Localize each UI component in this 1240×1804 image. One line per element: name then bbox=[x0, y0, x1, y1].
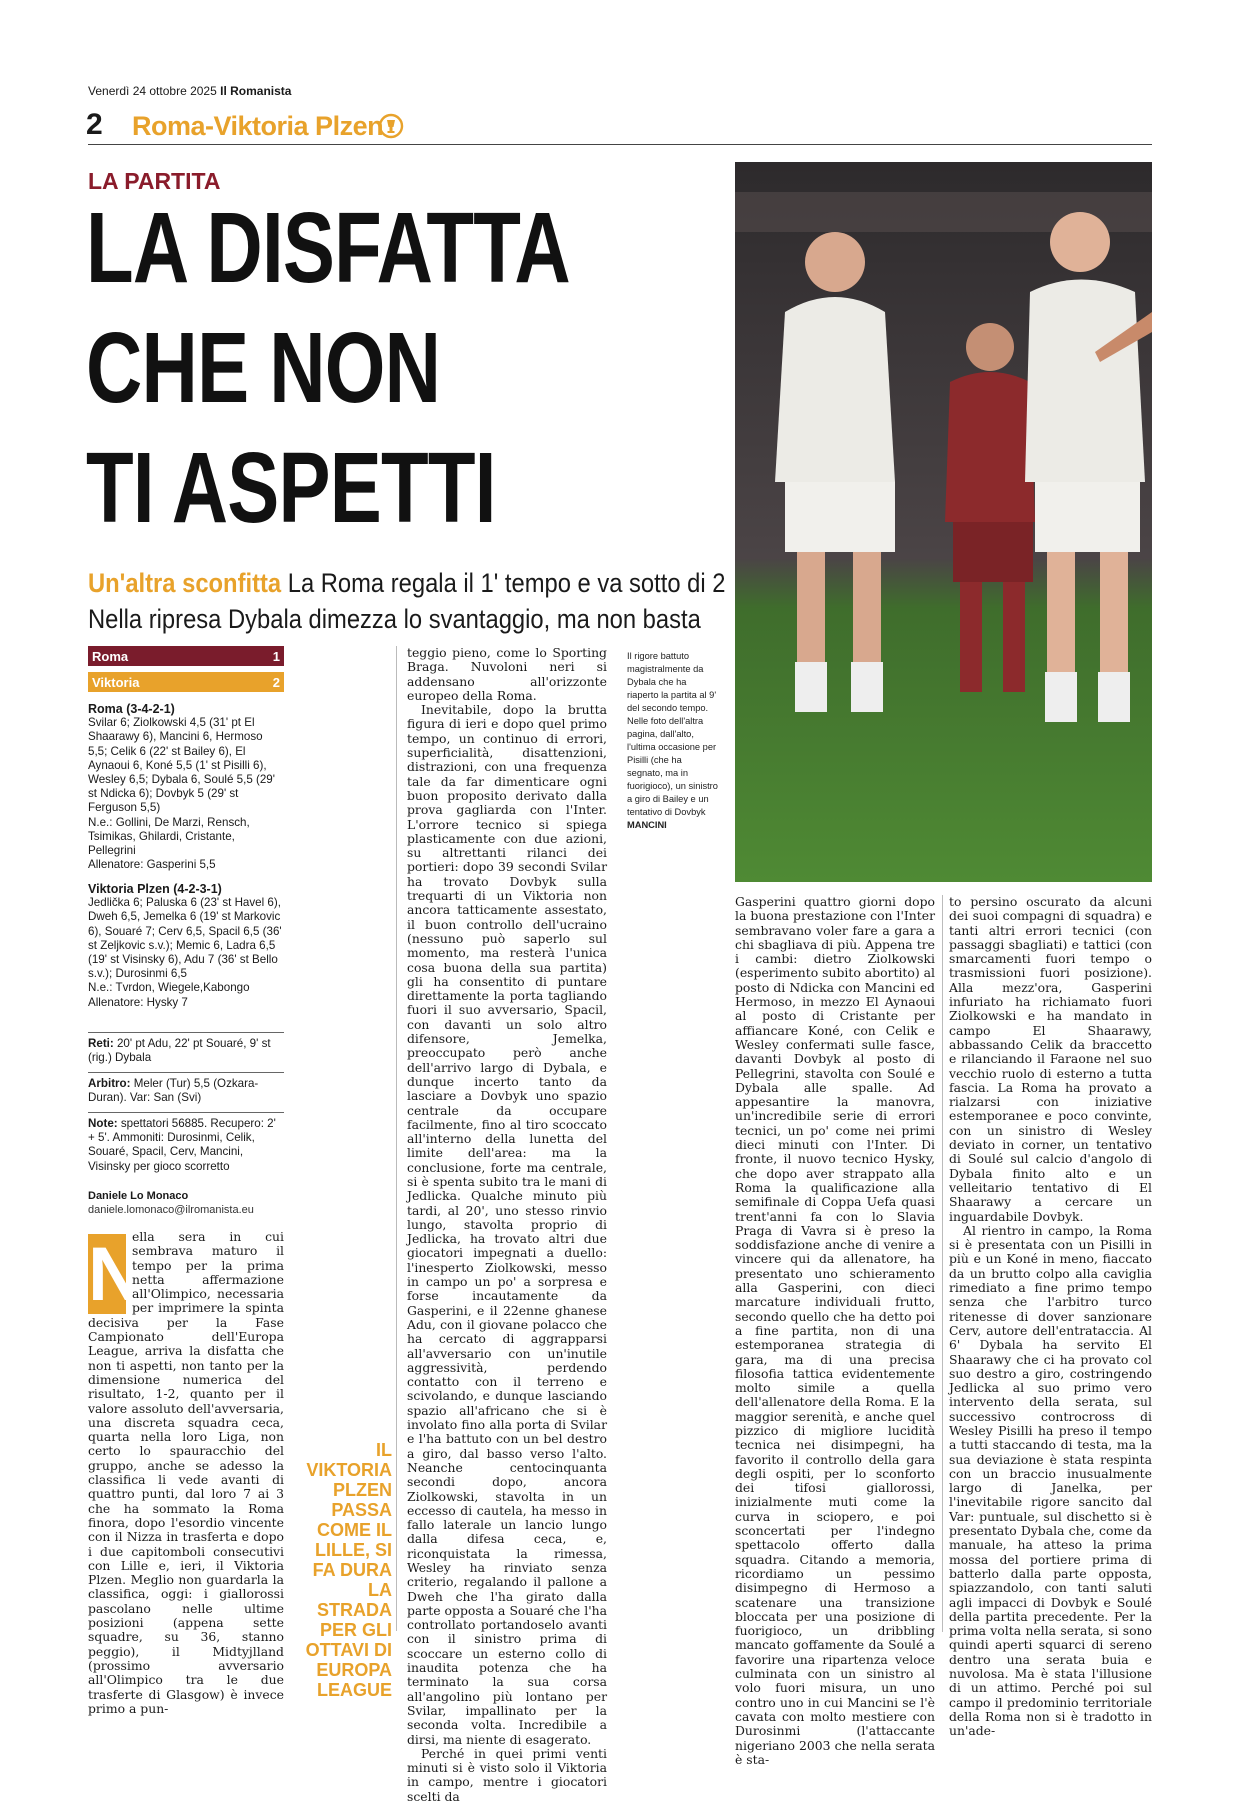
article-paragraph: Inevitabile, dopo la brutta figura di ieri e dopo quel primo tempo, un continuo di errori, superficialità, disattenzioni, distrazioni, con una frequenza tale da far dimenticare ogni buon proposito derivato dalla prova gagliarda con l'Inter. L'orrore tecnico si spiega plasticamente con due azioni, su altrettanti rilanci dei portieri: dopo 39 secondi Svilar ha trovato Dovbyk sulla trequarti di un Viktoria non ancora tatticamente assestato, il buon controllo dell'ucraino (nessuno può saperlo sul momento, ma resterà l'unica cosa buona della sua partita) gli ha consentito di puntare direttamente la porta tagliando fuori il suo avversario, Spacil, con davanti un solo altro difensore, Jemelka, preoccupato però anche dell'arrivo largo di Dybala, e dunque incerto tanto da lasciare a Dovbyk uno spazio centrale da occupare facilmente, fino al tiro scoccato all'interno della lunetta del limite dell'area: ma la conclusione, forte ma centrale, si è spenta subito tra le mani di Jedlicka. Qualche minuto più tardi, al 20', uno stesso rinvio lungo, stavolta proprio di Jedlicka, ha trovato altri due giocatori impegnati a duello: l'inesperto Ziolkowski, messo in campo un po' a sorpresa e forse incautamente da Gasperini, e il 22enne ghanese Adu, con il giovane polacco che ha cercato di aggrapparsi all'avversario con un'inutile aggressività, perdendo contatto con il terreno e scivolando, e dunque lasciando spazio all'africano che si è involato fino alla porta di Svilar e l'ha battuto con un bel destro a giro, dal basso verso l'alto. Neanche centocinquanta secondi dopo, ancora Ziolkowski, stavolta in un eccesso di cautela, ha messo in fallo laterale un lancio lungo dalla difesa ceca, e, riconquistata la rimessa, Wesley ha rinviato senza criterio, regalando il pallone a Dweh che l'ha girato dalla parte opposta a Souaré che l'ha controllato portandoselo avanti con il sinistro prima di scoccare un esterno collo di inaudita potenza che ha terminato la sua corsa all'angolino più lontano per Svilar, impallinato per la seconda volta. Incredibile a dirsi, ma niente di esagerato. bbox=[407, 702, 607, 1747]
europa-league-trophy-icon bbox=[378, 113, 404, 139]
separator bbox=[88, 1072, 284, 1073]
notes-info bbox=[88, 1117, 284, 1174]
photo-credit: MANCINI bbox=[627, 820, 667, 830]
dateline bbox=[88, 84, 291, 98]
article-column-1 bbox=[88, 1229, 284, 1716]
goals-info bbox=[88, 1037, 284, 1065]
notes-label: Note: bbox=[88, 1117, 118, 1130]
subheadline-line-1-text: La Roma regala il 1' tempo e va sotto di 2 bbox=[281, 568, 726, 598]
article-paragraph: Gasperini quattro giorni dopo la buona prestazione con l'Inter sembravano voler fare a gara a chi sbagliava di più. Appena tre i cambi: dietro Ziolkowski (esperimento subito abortito) al posto di Ndicka con Mancini ed Hermoso, in mezzo El Aynaoui al posto di Cristante per affiancare Koné, con Celik e Wesley confermati sulle fasce, davanti Dovbyk al posto di Pellegrini, stavolta con Soulé e Dybala alle spalle. Ad appesantire la manovra, un'incredibile serie di errori tecnici, un po' come nei primi dieci minuti con l'Inter. Di fronte, il nuovo tecnico Hysky, che dopo aver strappato alla Roma la qualificazione alla semifinale di Coppa Uefa quasi trent'anni fa con lo Slavia Praga di Vavra si è preso la soddisfazione anche di venire a vincere qui da allenatore, ha presentato uno schieramento alla Gasperini, con dieci marcature individuali frutto, secondo quello che ha detto poi a fine partita, non di una estemporanea strategia di gara, ma di una precisa filosofia tattica evidentemente molto simile a quella dell'allenatore della Roma. E la maggior serenità, e anche quel pizzico di migliore lucidità tecnica nei disimpegni, ha favorito il controllo della gara degli ospiti, per lo sconforto dei tifosi giallorossi, inizialmente muti come la curva in sciopero, e poi sconcertati per l'indegno spettacolo offerto dalla squadra. Citando a memoria, ricordiamo un pessimo disimpegno di Hermoso a scatenare una transizione bloccata per una posizione di fuorigioco, un dribbling mancato goffamente da Soulé a favorire una ripartenza veloce culminata con un sinistro al volo fuori misura, un uno contro uno in cui Mancini se l'è cavata con molto mestiere con Durosinmi (l'attaccante nigeriano 2003 che nella serata è sta- bbox=[735, 894, 935, 1767]
subheadline-line-2: Nella ripresa Dybala dimezza lo svantaggio, ma non basta bbox=[88, 604, 701, 634]
lineup-viktoria-coach: Allenatore: Hysky 7 bbox=[88, 995, 188, 1009]
caption-text: Il rigore battuto magistralmente da Dybala che ha riaperto la partita al 9' del secondo tempo. Nelle foto dell'altra pagina, dall'alto, l'ultima occasione per Pisilli (che ha segnato, ma in fuorigioco), un sinistro a giro di Bailey e un tentativo di Dovbyk bbox=[627, 651, 718, 817]
referee-label: Arbitro: bbox=[88, 1077, 131, 1090]
kicker: LA PARTITA bbox=[88, 168, 221, 194]
headline-line-1: LA DISFATTA bbox=[86, 192, 570, 304]
lineup-roma-coach: Allenatore: Gasperini 5,5 bbox=[88, 858, 216, 872]
headline-line-3: TI ASPETTI bbox=[86, 432, 496, 544]
notes-text: spettatori 56885. Recupero: 2' + 5'. Ammoniti: Durosinmi, Celik, Souaré, Spacil, Cerv, Mancini, Visinsky per gioco scorretto bbox=[88, 1117, 276, 1173]
score-row-roma bbox=[88, 646, 284, 666]
lineup-viktoria-players: Jedlička 6; Paluska 6 (23' st Havel 6), Dweh 6,5, Jemelka 6 (19' st Markovic 6), Souaré 7; Cerv 6,5, Spacil 6,5 (36' st Zeljkovic s.v.); Memic 6, Ladra 6,5 (19' st Visinsky 6), Adu 7 (36' st Bello s.v.); Durosinmi 6,5 bbox=[88, 896, 282, 981]
column-rule bbox=[396, 646, 397, 1631]
team-goals: 1 bbox=[272, 649, 280, 664]
referee-info bbox=[88, 1077, 284, 1105]
article-paragraph: to persino oscurato da alcuni dei suoi compagni di squadra) e tanti altri errori tecnici (con passaggi sbagliati) e tattici (con smarcamenti fuori tempo o trasmissioni fuori posizione). Alla mezz'ora, Gasperini infuriato ha richiamato fuori Ziolkowski e ha mandato in campo El Shaarawy, abbassando Celik da braccetto e rilanciando il Faraone nel suo vecchio ruolo di esterno a tutta fascia. La Roma ha provato a rialzarsi con iniziative estemporanee e poco convinte, con un sinistro di Wesley deviato in corner, un tentativo di Soulé sul calcio d'angolo di Dybala finito alto e un velleitario tentativo di El Shaarawy a cercare un inguardabile Dovbyk. bbox=[949, 894, 1152, 1224]
column-rule bbox=[942, 895, 943, 1632]
team-name: Viktoria bbox=[92, 675, 140, 690]
team-goals: 2 bbox=[272, 675, 280, 690]
lineup-viktoria-bench: N.e.: Tvrdon, Wiegele,Kabongo bbox=[88, 981, 250, 995]
lineup-viktoria bbox=[88, 882, 284, 1010]
headline-line-2: CHE NON bbox=[86, 312, 441, 424]
page-number: 2 bbox=[86, 108, 103, 141]
article-paragraph: teggio pieno, come lo Sporting Braga. Nuvoloni neri si addensano all'orizzonte europeo della Roma. bbox=[407, 645, 607, 703]
date: Venerdì 24 ottobre 2025 bbox=[88, 84, 217, 98]
photo-caption bbox=[627, 650, 719, 832]
pullquote: IL VIKTORIA PLZEN PASSA COME IL LILLE, SI FA DURA LA STRADA PER GLI OTTAVI DI EUROPA LEAGUE bbox=[305, 1440, 392, 1700]
article-paragraph: ella sera in cui sembrava maturo il tempo per la prima netta affermazione all'Olimpico, necessaria per imprimere la spinta decisiva per la Fase Campionato dell'Europa League, arriva la disfatta che non ti aspetti, non tanto per la dimensione numerica del risultato, 1-2, quanto per il valore assoluto dell'avversaria, una discreta squadra ceca, quarta nella loro Liga, non certo lo spauracchio del gruppo, anche se adesso la classifica li vede avanti di quattro punti, dal loro 7 ai 3 che ha sommato la Roma finora, dopo l'esordio vincente con il Nizza in trasferta e dopo i due capitomboli consecutivi con Lille e, ieri, il Viktoria Plzen. Meglio non guardarla la classifica, oggi: i giallorossi pascolano nelle ultime posizioni (appena sette squadre, su 36, stanno peggio), il Midtyjlland (prossimo avversario all'Olimpico tra le due trasferte di Glasgow) è invece primo a pun- bbox=[88, 1229, 284, 1716]
lineup-viktoria-title: Viktoria Plzen (4-2-3-1) bbox=[88, 882, 222, 896]
referee-text: Meler (Tur) 5,5 (Ozkara-Duran). Var: San (Svi) bbox=[88, 1077, 259, 1105]
dropcap: N bbox=[88, 1232, 143, 1317]
subheadline-line-1 bbox=[88, 568, 725, 599]
lineup-roma-bench: N.e.: Gollini, De Marzi, Rensch, Tsimikas, Ghilardi, Cristante, Pellegrini bbox=[88, 815, 250, 858]
lineup-roma-title: Roma (3-4-2-1) bbox=[88, 702, 175, 716]
article-paragraph: Perché in quei primi venti minuti si è visto solo il Viktoria in campo, mentre i giocatori scelti da bbox=[407, 1745, 607, 1804]
section-title: Roma-Viktoria Plzen bbox=[132, 111, 384, 141]
match-photo bbox=[735, 162, 1152, 882]
goals-text: 20' pt Adu, 22' pt Souaré, 9' st (rig.) Dybala bbox=[88, 1037, 271, 1065]
subheadline-accent: Un'altra sconfitta bbox=[88, 568, 282, 598]
score-row-viktoria bbox=[88, 672, 284, 692]
separator bbox=[88, 1112, 284, 1113]
article-column-3 bbox=[735, 894, 935, 1767]
separator bbox=[88, 1032, 284, 1033]
publication-name: Il Romanista bbox=[220, 84, 292, 98]
article-column-4 bbox=[949, 894, 1152, 1739]
lineup-roma bbox=[88, 702, 284, 872]
byline-email: daniele.lomonaco@ilromanista.eu bbox=[88, 1204, 254, 1216]
article-paragraph: Al rientro in campo, la Roma si è presentata con un Pisilli in più e un Koné in meno, fiaccato da un brutto colpo alla caviglia rimediato a fine primo tempo senza che l'arbitro turco ritenesse di dover sanzionare Cerv, autore dell'entrataccia. Al 6' Dybala ha servito El Shaarawy che ci ha provato col suo destro a giro, costringendo Jedlicka al suo primo vero intervento della serata, sul successivo controcross di Wesley Pisilli ha preso il tempo a tutti staccando di testa, ma la sua deviazione è stata respinta con un braccio inusualmente largo di Janelka, per l'inevitabile rigore sancito dal Var: puntuale, sul dischetto si è presentato Dybala che, come da manuale, ha atteso la prima mossa del portiere prima di batterlo dalla parte opposta, spiazzandolo, con tanti saluti agli impacci di Dovbyk e Soulé della partita precedente. Per la prima volta nella serata, si sono quindi aperti squarci di sereno dentro una serata buia e nuvolosa. Ma è stata l'illusione di un attimo. Perché poi sul campo il predominio territoriale della Roma non si è tradotto in un'ade- bbox=[949, 1222, 1152, 1739]
goals-label: Reti: bbox=[88, 1037, 114, 1050]
header-rule bbox=[88, 144, 1152, 145]
article-column-2 bbox=[407, 645, 607, 1804]
team-name: Roma bbox=[92, 649, 129, 664]
byline-author: Daniele Lo Monaco bbox=[88, 1190, 189, 1202]
lineup-roma-players: Svilar 6; Ziolkowski 4,5 (31' pt El Shaarawy 6), Mancini 6, Hermoso 5,5; Celik 6 (22' st Bailey 6), El Aynaoui 6, Koné 5,5 (1' st Pisilli 6), Wesley 6,5; Dybala 6, Soulé 5,5 (29' st Ndicka 6); Dovbyk 5 (29' st Ferguson 5,5) bbox=[88, 716, 275, 815]
